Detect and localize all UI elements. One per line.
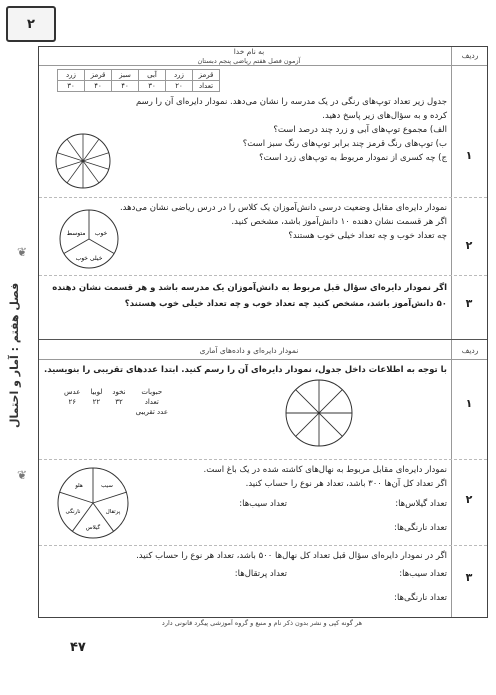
s1-q2-number: ۲ bbox=[465, 239, 473, 252]
table-cell: زرد bbox=[58, 70, 85, 81]
s2-q3-number: ۳ bbox=[465, 571, 473, 584]
s2-q2-orchard-pie bbox=[55, 465, 131, 541]
s2-q1-table bbox=[59, 387, 173, 417]
s2-q1-blank-pie bbox=[283, 377, 355, 449]
footer-note: هر گونه کپی و نشر بدون ذکر نام و منبع و گروه آموزشی پیگرد قانونی دارد bbox=[161, 619, 363, 627]
s1-q3-number: ۳ bbox=[465, 297, 473, 310]
table-cell: ۳۲ bbox=[115, 398, 123, 406]
table-cell: ۳۰ bbox=[58, 81, 85, 92]
s1-q1-number: ۱ bbox=[465, 149, 473, 162]
table-cell bbox=[107, 407, 130, 417]
ornament-top: ❦ bbox=[16, 245, 28, 259]
table-cell: قرمز bbox=[193, 70, 220, 81]
section-divider bbox=[39, 339, 487, 340]
row-divider bbox=[39, 197, 487, 198]
s2-q2-line: اگر تعداد کل آن‌ها ۳۰۰ باشد، تعداد هر نوع را حساب کنید. bbox=[245, 479, 447, 489]
pie-label: گیلاس bbox=[85, 525, 101, 531]
table-cell: عدد تقریبی bbox=[135, 408, 169, 416]
worksheet-frame bbox=[38, 46, 488, 618]
section2-header bbox=[39, 341, 487, 360]
table-cell: تعداد bbox=[193, 81, 220, 92]
s2-q1-number: ۱ bbox=[465, 397, 473, 410]
s1-q1-blank-pie bbox=[53, 131, 113, 191]
table-cell: لوبیا bbox=[90, 388, 103, 396]
row-divider bbox=[39, 459, 487, 460]
table-cell bbox=[59, 407, 85, 417]
s2-q2-line: تعداد سیب‌ها: bbox=[239, 499, 287, 509]
table-cell: سبز bbox=[112, 70, 139, 81]
table-cell: حبوبات bbox=[141, 388, 163, 396]
row-divider bbox=[39, 275, 487, 276]
side-title: فصل هفتم : آمار و احتمال bbox=[8, 282, 21, 428]
s1-q1-line: جدول زیر تعداد توپ‌های رنگی در یک مدرسه را نشان می‌دهد. نمودار دایره‌ای آن را رسم bbox=[135, 97, 447, 107]
s2-q1-table-row bbox=[59, 397, 173, 407]
table-cell: نخود bbox=[112, 388, 126, 396]
table-cell: ۲۲ bbox=[92, 398, 101, 406]
s2-q1-table-row bbox=[59, 407, 173, 417]
section1-header-col: ردیف bbox=[461, 51, 479, 60]
section1-header bbox=[39, 47, 487, 66]
table-cell: ۳۰ bbox=[139, 81, 166, 92]
s2-q1-table-header-row bbox=[59, 387, 173, 397]
table-cell: آبی bbox=[139, 70, 166, 81]
table-cell: عدس bbox=[64, 388, 81, 396]
s2-q3-line: تعداد نارنگی‌ها: bbox=[394, 593, 447, 603]
s1-q1-table-header-row bbox=[58, 70, 220, 81]
s2-q1-line: با توجه به اطلاعات داخل جدول، نمودار دایره‌ای آن را رسم کنید. ابتدا عددهای تقریبی را بنویسید. bbox=[44, 365, 447, 375]
page-badge bbox=[6, 6, 56, 42]
s1-q1-line: کرده و به سؤال‌های زیر پاسخ دهید. bbox=[322, 111, 447, 121]
row-divider bbox=[39, 545, 487, 546]
section1-title: به نام خدا bbox=[233, 47, 265, 56]
page-badge-text: ۲ bbox=[27, 16, 35, 32]
table-cell: ۴۰ bbox=[85, 81, 112, 92]
table-cell: ۴۰ bbox=[112, 81, 139, 92]
table-cell: ۲۰ bbox=[166, 81, 193, 92]
s1-q2-performance-pie bbox=[57, 207, 121, 271]
s1-q1-line: الف) مجموع توپ‌های آبی و زرد چند درصد است؟ bbox=[273, 125, 447, 135]
table-cell: ۲۶ bbox=[68, 398, 76, 406]
pie-label: سیب bbox=[101, 483, 113, 489]
s2-q3-line: تعداد پرتقال‌ها: bbox=[234, 569, 287, 579]
s1-q2-line: چه تعداد خوب و چه تعداد خیلی خوب هستند؟ bbox=[288, 231, 447, 241]
s2-q3-line: تعداد سیب‌ها: bbox=[399, 569, 447, 579]
pie-label: خوب bbox=[94, 230, 108, 237]
s1-q1-table-value-row bbox=[58, 81, 220, 92]
s1-q3-line: ۵۰ دانش‌آموز باشد، مشخص کنید چه تعداد خوب و چه تعداد خیلی خوب هستند؟ bbox=[124, 299, 447, 309]
s1-q1-line: ب) توپ‌های رنگ قرمز چند برابر توپ‌های رنگ سبز است؟ bbox=[242, 139, 447, 149]
s2-q2-line: تعداد نارنگی‌ها: bbox=[394, 523, 447, 533]
s2-q2-line: نمودار دایره‌ای مقابل مربوط به نهال‌های کاشته شده در یک باغ است. bbox=[203, 465, 447, 475]
section2-header-col: ردیف bbox=[461, 346, 479, 355]
s1-q1-line: ج) چه کسری از نمودار مربوط به توپ‌های زرد است؟ bbox=[259, 153, 447, 163]
section1-subtitle: آزمون فصل هفتم ریاضی پنجم دبستان bbox=[197, 57, 301, 65]
s1-q1-table bbox=[57, 69, 220, 92]
s2-q3-line: اگر در نمودار دایره‌ای سؤال قبل تعداد کل نهال‌ها ۵۰۰ باشد، تعداد هر نوع را حساب کنید. bbox=[136, 551, 447, 561]
s1-q3-line: اگر نمودار دایره‌ای سؤال قبل مربوط به دانش‌آموزان یک مدرسه باشد و هر قسمت نشان دهنده bbox=[52, 283, 447, 293]
pie-label: متوسط bbox=[66, 230, 86, 237]
s2-q2-number: ۲ bbox=[465, 493, 473, 506]
pie-label: پرتقال bbox=[105, 509, 121, 515]
pie-label: هلو bbox=[75, 483, 83, 489]
pie-label: نارنگی bbox=[65, 509, 81, 515]
table-cell: زرد bbox=[166, 70, 193, 81]
table-cell: قرمز bbox=[85, 70, 112, 81]
table-cell: تعداد bbox=[144, 398, 159, 406]
s1-q2-line: اگر هر قسمت نشان دهنده ۱۰ دانش‌آموز باشد، مشخص کنید. bbox=[231, 217, 447, 227]
page-number: ۴۷ bbox=[70, 640, 86, 655]
row-number-column-divider bbox=[451, 47, 452, 617]
section2-title: نمودار دایره‌ای و داده‌های آماری bbox=[199, 346, 299, 355]
table-cell bbox=[85, 407, 107, 417]
pie-label: خیلی خوب bbox=[75, 255, 103, 262]
ornament-bottom: ❦ bbox=[16, 468, 28, 482]
s2-q2-line: تعداد گیلاس‌ها: bbox=[395, 499, 447, 509]
s1-q2-line: نمودار دایره‌ای مقابل وضعیت درسی دانش‌آموزان یک کلاس را در درس ریاضی نشان می‌دهد. bbox=[119, 203, 447, 213]
